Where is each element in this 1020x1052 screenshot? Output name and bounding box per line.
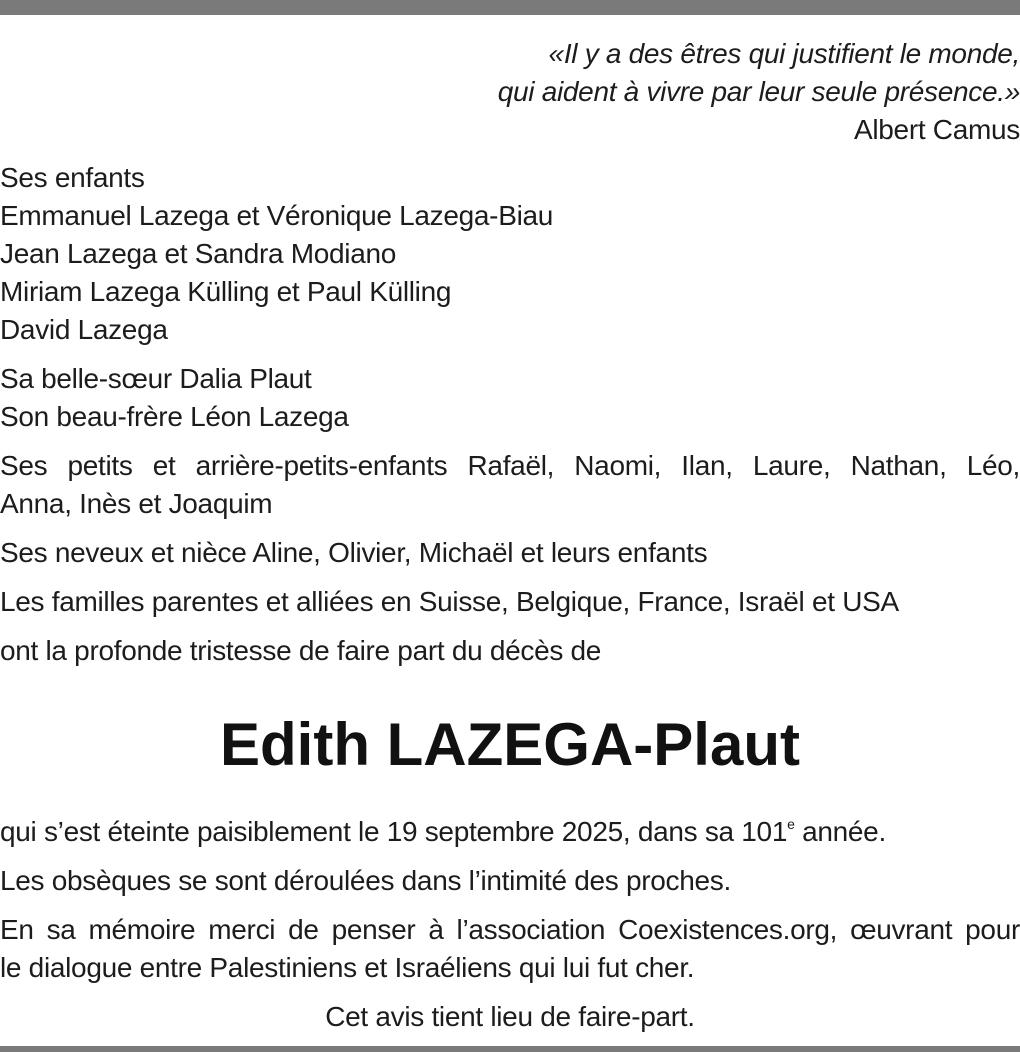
grandchildren-section (0, 447, 1020, 523)
death-notice (0, 35, 1020, 1036)
families-line: Les familles parentes et alliées en Suisse, Belgique, France, Israël et USA (0, 586, 899, 617)
memorial-line-1: En sa mémoire merci de penser à l’association Coexistences.org, œuvrant pour (0, 914, 1020, 945)
sister-in-law: Sa belle-sœur Dalia Plaut (0, 363, 312, 394)
closing-line: Cet avis tient lieu de faire-part. (325, 1001, 695, 1032)
grandchildren-line-1: Ses petits et arrière-petits-enfants Rafaël, Naomi, Ilan, Laure, Nathan, Léo, (0, 450, 1020, 481)
epigraph-quote (0, 35, 1020, 111)
announcement-line: ont la profonde tristesse de faire part du décès de (0, 635, 602, 666)
brother-in-law: Son beau-frère Léon Lazega (0, 401, 349, 432)
deceased-name: Edith LAZEGA-Plaut (220, 711, 800, 778)
quote-line-1: «Il y a des êtres qui justifient le monde, (548, 38, 1020, 69)
memorial-line-2: le dialogue entre Palestiniens et Israéliens qui lui fut cher. (0, 952, 695, 983)
passing-text: qui s’est éteinte paisiblement le 19 septembre 2025, dans sa 101 (0, 816, 788, 847)
child-name: Emmanuel Lazega et Véronique Lazega-Biau (0, 200, 554, 231)
children-section (0, 159, 1020, 349)
children-heading: Ses enfants (0, 162, 145, 193)
in-laws-section (0, 360, 1020, 436)
child-name: David Lazega (0, 314, 168, 345)
memorial-section (0, 911, 1020, 987)
bottom-rule (0, 1046, 1020, 1052)
ordinal-superscript: e (787, 816, 795, 832)
child-name: Miriam Lazega Külling et Paul Külling (0, 276, 452, 307)
top-rule (0, 0, 1020, 15)
child-name: Jean Lazega et Sandra Modiano (0, 238, 397, 269)
nephews-line: Ses neveux et nièce Aline, Olivier, Michaël et leurs enfants (0, 537, 708, 568)
quote-line-2: qui aident à vivre par leur seule présence.» (497, 76, 1020, 107)
grandchildren-line-2: Anna, Inès et Joaquim (0, 488, 273, 519)
passing-line (0, 813, 1020, 851)
passing-text-end: année. (794, 816, 886, 847)
funeral-line: Les obsèques se sont déroulées dans l’intimité des proches. (0, 865, 731, 896)
quote-author: Albert Camus (853, 114, 1020, 145)
